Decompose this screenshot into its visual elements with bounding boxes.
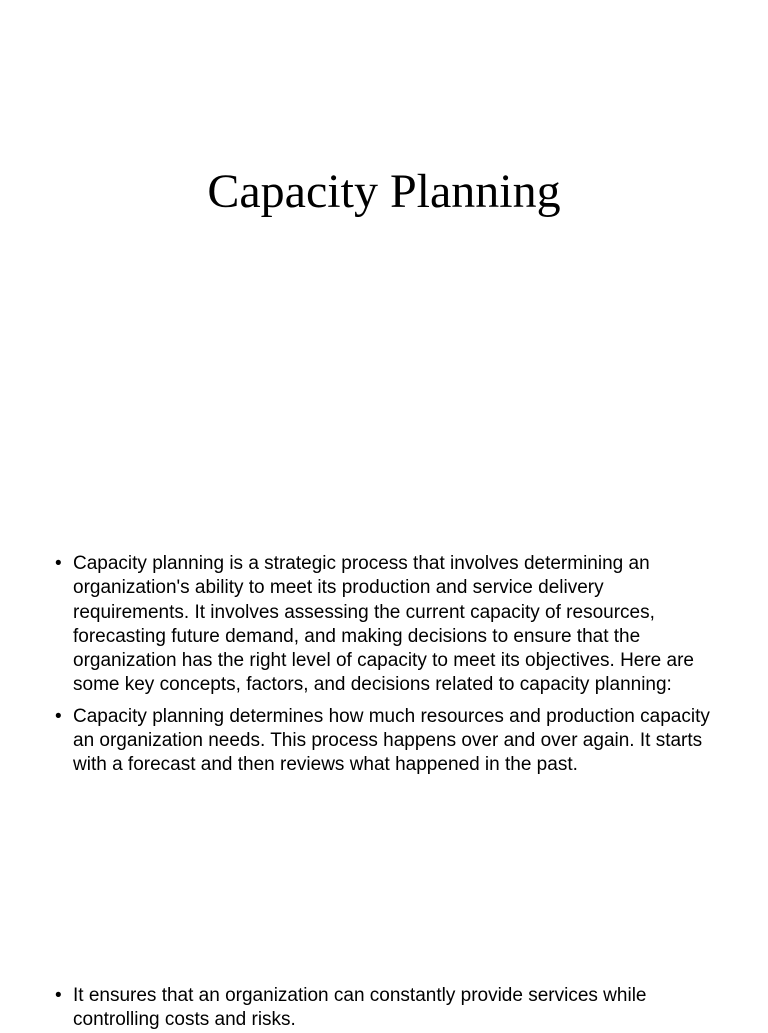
bullet-point-icon: • [55, 553, 62, 574]
bullet-point-icon: • [55, 705, 62, 727]
bullet-text: Capacity planning determines how much resources and production capacity an organization needs. This process happens over and over again. It starts with a forecast and then reviews what happened in the past. [73, 705, 710, 776]
bullet-list-lower [54, 984, 714, 1033]
list-item [54, 552, 714, 698]
list-item [54, 705, 714, 778]
bullet-point-icon: • [55, 985, 62, 1006]
list-item [54, 984, 714, 1033]
slide-title: Capacity Planning [207, 165, 561, 218]
bullet-text: Capacity planning is a strategic process that involves determining an organization's ability to meet its production and service delivery requirements. It involves assessing the current capacity of resources, forecasting future demand, and making decisions to ensure that the organization has the right level of capacity to meet its objectives. Here are some key concepts, factors, and decisions related to capacity planning: [73, 553, 694, 696]
bullet-list [54, 552, 714, 778]
bullet-text: It ensures that an organization can constantly provide services while controlling costs and risks. [73, 985, 647, 1031]
